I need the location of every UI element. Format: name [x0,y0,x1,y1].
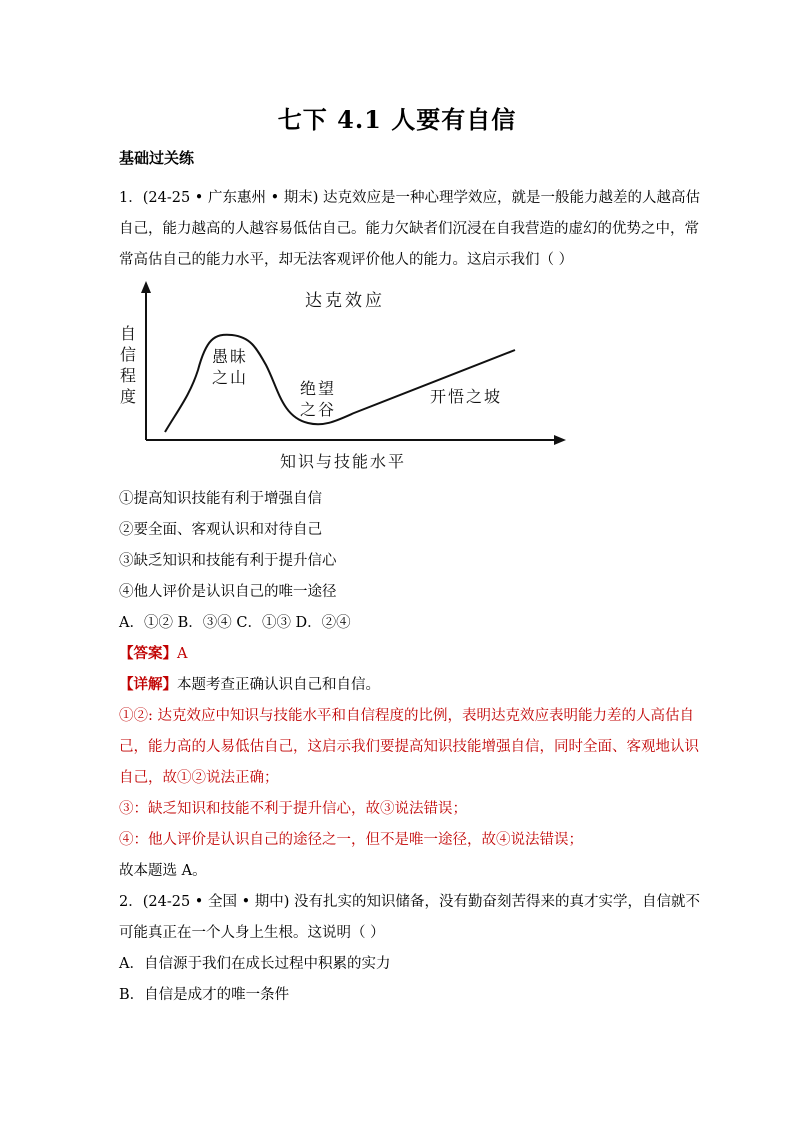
section-heading: 基础过关练 [119,149,195,167]
y-axis-char-4: 度 [120,387,137,406]
q1-option-2: ②要全面、客观认识和对待自己 [119,522,322,538]
y-axis-arrow [141,281,151,293]
analysis-red-1-line-1: ①②: 达克效应中知识与技能水平和自信程度的比例，表明达克效应表明能力差的人高估自 [119,708,694,724]
q1-option-3: ③缺乏知识和技能有利于提升信心 [119,553,337,569]
stage-label-peak-1: 愚昧 [212,347,249,366]
y-axis-char-3: 程 [120,366,137,385]
answer-tag: 【答案】 [119,645,177,662]
x-axis-arrow [554,435,566,445]
stage-label-valley-1: 绝望 [300,379,337,398]
page-title: 七下 4.1 人要有自信 [277,105,517,134]
analysis-intro: 本题考查正确认识自己和自信。 [177,677,380,693]
q2-stem-line-2: 可能真正在一个人身上生根。这说明（ ） [119,925,385,941]
q1-option-4: ④他人评价是认识自己的唯一途径 [119,584,337,600]
answer-value: A [177,646,188,662]
q2-stem-line-1: 2．(24-25 • 全国 • 期中) 没有扎实的知识储备，没有勤奋刻苦得来的真才实学，自信就不 [119,894,700,910]
stage-label-valley-2: 之谷 [300,400,337,419]
q1-analysis-line [119,673,380,694]
stage-label-slope: 开悟之坡 [430,387,503,406]
stage-label-peak-2: 之山 [212,368,249,387]
q1-conclusion: 故本题选 A。 [119,863,207,879]
q1-stem-line-1: 1．(24-25 • 广东惠州 • 期末) 达克效应是一种心理学效应，就是一般能力越差的人越高估 [119,190,700,206]
q1-choices: A．①② B．③④ C．①③ D．②④ [119,615,351,631]
analysis-red-1-line-2: 己，能力高的人易低估自己，这启示我们要提高知识技能增强自信，同时全面、客观地认识 [119,739,699,755]
dunning-kruger-figure [110,275,580,480]
q1-answer-line [119,642,187,663]
analysis-red-3: ④：他人评价是认识自己的途径之一，但不是唯一途径，故④说法错误； [119,832,583,848]
q1-stem-line-2: 自己，能力越高的人越容易低估自己。能力欠缺者们沉浸在自我营造的虚幻的优势之中，常 [119,221,699,237]
analysis-red-2: ③：缺乏知识和技能不利于提升信心，故③说法错误； [119,801,467,817]
q1-option-1: ①提高知识技能有利于增强自信 [119,491,322,507]
analysis-red-1-line-3: 自己，故①②说法正确； [119,770,279,786]
q2-option-a: A．自信源于我们在成长过程中积累的实力 [119,956,391,972]
q2-option-b: B．自信是成才的唯一条件 [119,987,290,1003]
y-axis-char-1: 自 [120,324,137,343]
x-axis-label: 知识与技能水平 [280,452,407,471]
q1-stem-line-3: 常高估自己的能力水平，却无法客观评价他人的能力。这启示我们（ ） [119,252,574,268]
y-axis-char-2: 信 [120,345,137,364]
figure-title: 达克效应 [305,291,385,311]
analysis-tag: 【详解】 [119,676,177,693]
